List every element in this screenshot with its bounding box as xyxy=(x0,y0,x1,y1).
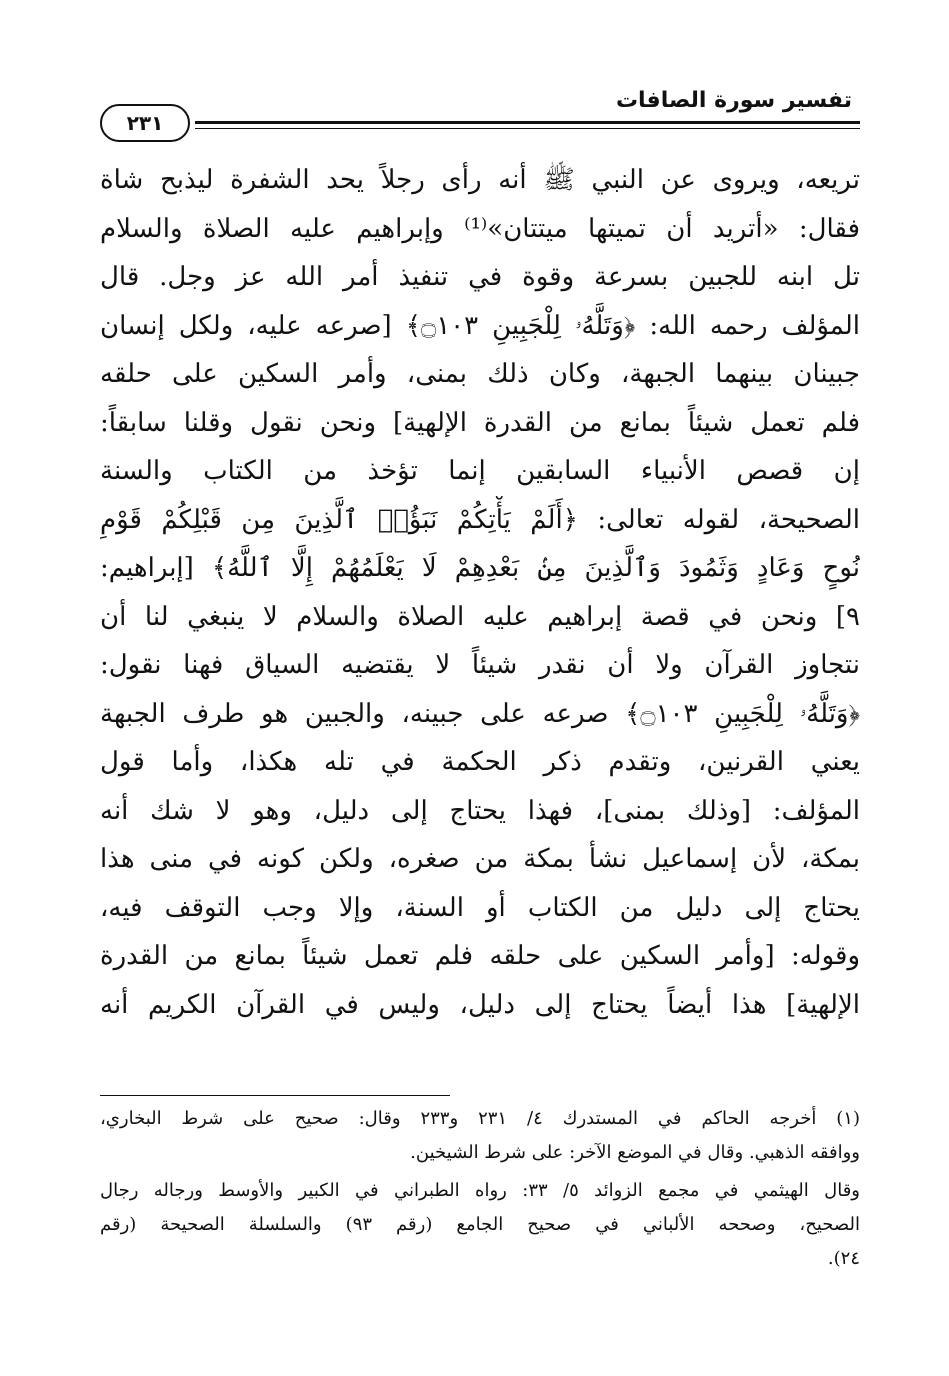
body-line: يحتاج إلى دليل من الكتاب أو السنة، وإلا وجب التوقف فيه، xyxy=(100,892,860,923)
body-line: الإلهية] هذا أيضاً يحتاج إلى دليل، وليس في القرآن الكريم أنه xyxy=(100,989,860,1020)
page-header xyxy=(100,88,860,140)
body-line: تريعه، ويروى عن النبي ﷺ أنه رأى رجلاً يحد الشفرة ليذبح شاة xyxy=(100,165,860,195)
body-text xyxy=(100,156,860,1029)
body-line: ﴿وَتَلَّهُۥ لِلْجَبِينِ ۝١٠٣﴾ صرعه على جبينه، والجبين هو طرف الجبهة xyxy=(100,698,860,729)
footnote-line: الصحيح، وصححه الألباني في صحيح الجامع (رقم ٩٣) والسلسلة الصحيحة (رقم xyxy=(100,1214,860,1235)
running-title: تفسير سورة الصافات xyxy=(615,88,852,113)
footnote-line: (١) أخرجه الحاكم في المستدرك ٤/ ٢٣١ و٢٣٣ وقال: صحيح على شرط البخاري، xyxy=(100,1108,860,1129)
body-line: فقال: «أتريد أن تميتها ميتتان»⁽¹⁾ وإبراهيم عليه الصلاة والسلام xyxy=(100,213,860,244)
body-line: بمكة، لأن إسماعيل نشأ بمكة من صغره، ولكن كونه في منى هذا xyxy=(100,844,860,874)
footnote-line: وقال الهيثمي في مجمع الزوائد ٥/ ٣٣: رواه الطبراني في الكبير والأوسط ورجاله رجال xyxy=(100,1180,860,1201)
body-line: نتجاوز القرآن ولا أن نقدر شيئاً لا يقتضيه السياق فهنا نقول: xyxy=(100,650,860,680)
body-line: ٩] ونحن في قصة إبراهيم عليه الصلاة والسلام لا ينبغي لنا أن xyxy=(100,601,860,632)
body-line: المؤلف رحمه الله: ﴿وَتَلَّهُۥ لِلْجَبِينِ ۝١٠٣﴾ [صرعه عليه، ولكل إنسان xyxy=(100,310,860,341)
footnote-line: ووافقه الذهبي. وقال في الموضع الآخر: على شرط الشيخين. xyxy=(410,1142,860,1163)
body-line: إن قصص الأنبياء السابقين إنما تؤخذ من الكتاب والسنة xyxy=(100,456,860,486)
body-line: الصحيحة، لقوله تعالى: ﴿أَلَمْ يَأْتِكُمْ نَبَؤُا۟ ٱلَّذِينَ مِن قَبْلِكُمْ قَوْمِ xyxy=(100,504,860,535)
body-line: جبينان بينهما الجبهة، وكان ذلك بمنى، وأمر السكين على حلقه xyxy=(100,359,860,389)
page-number: ٢٣١ xyxy=(100,104,190,142)
header-rule-thick xyxy=(195,121,860,124)
footnotes xyxy=(100,1102,860,1276)
footnote-separator xyxy=(100,1095,450,1096)
document-page xyxy=(100,88,860,1338)
body-line: فلم تعمل شيئاً بمانع من القدرة الإلهية] ونحن نقول وقلنا سابقاً: xyxy=(100,407,860,438)
header-rule-thin xyxy=(195,128,860,129)
body-line: المؤلف: [وذلك بمنى]، فهذا يحتاج إلى دليل، وهو لا شك أنه xyxy=(100,795,860,826)
body-line: وقوله: [وأمر السكين على حلقه فلم تعمل شيئاً بمانع من القدرة xyxy=(100,941,860,971)
footnote-line: ٢٤). xyxy=(827,1248,860,1269)
body-line: نُوحٍ وَعَادٍ وَثَمُودَ وَٱلَّذِينَ مِنۢ بَعْدِهِمْ لَا يَعْلَمُهُمْ إِلَّا ٱللَّهُ﴾ [إبراهيم: xyxy=(100,553,860,583)
body-line: تل ابنه للجبين بسرعة وقوة في تنفيذ أمر الله عز وجل. قال xyxy=(100,262,860,292)
body-line: يعني القرنين، وتقدم ذكر الحكمة في تله هكذا، وأما قول xyxy=(100,747,860,777)
